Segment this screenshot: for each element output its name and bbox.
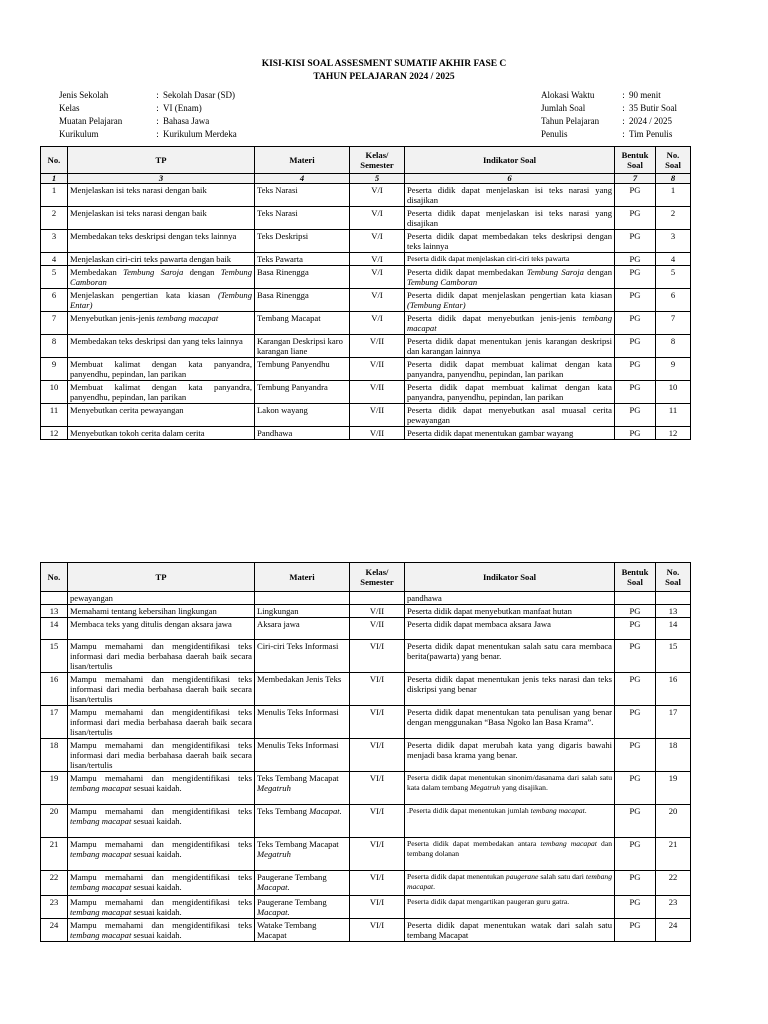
info-value: Kurikulum Merdeka	[163, 129, 237, 139]
col-no: No.	[41, 563, 68, 592]
cell-kelas: VI/I	[350, 640, 405, 673]
info-colon: :	[156, 116, 159, 126]
cell-no: 8	[41, 335, 68, 358]
cell-nosoal: 23	[656, 896, 691, 919]
cell-nosoal: 20	[656, 805, 691, 838]
cell-no: 5	[41, 266, 68, 289]
cell-bentuk: PG	[615, 618, 656, 640]
kisi-table-2	[40, 562, 691, 942]
cell-materi: Watake Tembang Macapat	[255, 919, 350, 942]
cell-no: 3	[41, 230, 68, 253]
cell-indikator: Peserta didik dapat membedakan teks deskripsi dengan teks lainnya	[405, 230, 615, 253]
cell-materi: Basa Rinengga	[255, 266, 350, 289]
cell-bentuk: PG	[615, 184, 656, 207]
table-row	[41, 207, 691, 230]
info-value: Tim Penulis	[629, 129, 673, 139]
cell-indikator: Peserta didik dapat menjelaskan pengertian kata kiasan (Tembung Entar)	[405, 289, 615, 312]
cell-materi: Tembung Panyandra	[255, 381, 350, 404]
info-value: Bahasa Jawa	[163, 116, 210, 126]
cell-tp: Menjelaskan ciri-ciri teks pawarta dengan baik	[68, 253, 255, 266]
info-label: Muatan Pelajaran	[59, 116, 123, 126]
cell-nosoal: 4	[656, 253, 691, 266]
cell-bentuk: PG	[615, 427, 656, 440]
col-indikator: Indikator Soal	[405, 147, 615, 174]
table-row	[41, 896, 691, 919]
col-tp: TP	[68, 563, 255, 592]
cell-no: 21	[41, 838, 68, 871]
cell-kelas: VI/I	[350, 896, 405, 919]
col-materi: Materi	[255, 563, 350, 592]
cell-materi: Tembang Macapat	[255, 312, 350, 335]
table-row	[41, 381, 691, 404]
cell-tp: Menyebutkan cerita pewayangan	[68, 404, 255, 427]
cell-no: 12	[41, 427, 68, 440]
cell-materi: Teks Deskripsi	[255, 230, 350, 253]
cell-indikator: Peserta didik dapat membaca aksara Jawa	[405, 618, 615, 640]
cell-materi: Teks Narasi	[255, 207, 350, 230]
cell-nosoal: 10	[656, 381, 691, 404]
cell-tp: Membedakan Tembung Saroja dengan Tembung Camboran	[68, 266, 255, 289]
col-materi: Materi	[255, 147, 350, 174]
table-row	[41, 640, 691, 673]
table-row	[41, 919, 691, 942]
table-row	[41, 184, 691, 207]
cell-bentuk: PG	[615, 706, 656, 739]
cell-nosoal: 5	[656, 266, 691, 289]
cell-materi: Teks Narasi	[255, 184, 350, 207]
cell-nosoal: 11	[656, 404, 691, 427]
info-label: Tahun Pelajaran	[541, 116, 600, 126]
col-num: 6	[405, 174, 615, 184]
cell-kelas: V/II	[350, 381, 405, 404]
cell-indikator: Peserta didik dapat membuat kalimat dengan kata panyandra, panyendhu, pepindan, lan parikan	[405, 358, 615, 381]
col-tp: TP	[68, 147, 255, 174]
cell-tp: Mampu memahami dan mengidentifikasi teks tembang macapat sesuai kaidah.	[68, 896, 255, 919]
cell-indikator: Peserta didik dapat menjelaskan isi teks narasi yang disajikan	[405, 207, 615, 230]
table-row	[41, 605, 691, 618]
cell-bentuk: PG	[615, 207, 656, 230]
info-label: Jumlah Soal	[541, 103, 586, 113]
document-title: KISI-KISI SOAL ASSESMENT SUMATIF AKHIR FASE C	[261, 59, 507, 69]
col-indikator: Indikator Soal	[405, 563, 615, 592]
info-row	[59, 89, 237, 102]
cell-bentuk: PG	[615, 289, 656, 312]
cell-materi: Paugerane Tembang Macapat.	[255, 871, 350, 896]
cell-bentuk: PG	[615, 605, 656, 618]
info-right	[541, 89, 677, 141]
cell-materi: Tembung Panyendhu	[255, 358, 350, 381]
cell-bentuk: PG	[615, 772, 656, 805]
cell-tp: Mampu memahami dan mengidentifikasi teks informasi dari media berbahasa daerah baik secara lisan/tertulis	[68, 739, 255, 772]
table-row	[41, 266, 691, 289]
cell-no: 14	[41, 618, 68, 640]
cell-kelas: V/II	[350, 427, 405, 440]
cell-indikator: Peserta didik dapat menjelaskan ciri-ciri teks pawarta	[405, 253, 615, 266]
cell-indikator: .Peserta didik dapat menentukan jumlah tembang macapat.	[405, 805, 615, 838]
cell-materi: Menulis Teks Informasi	[255, 706, 350, 739]
info-label: Kurikulum	[59, 129, 99, 139]
cell-nosoal: 19	[656, 772, 691, 805]
cell-no: 16	[41, 673, 68, 706]
cell-bentuk: PG	[615, 312, 656, 335]
cell-kelas: VI/I	[350, 772, 405, 805]
cell-indikator: Peserta didik dapat membuat kalimat dengan kata panyandra, panyendhu, pepindan, lan parikan	[405, 381, 615, 404]
info-colon: :	[156, 90, 159, 100]
cell-tp: Mampu memahami dan mengidentifikasi teks tembang macapat sesuai kaidah.	[68, 871, 255, 896]
col-num: 5	[350, 174, 405, 184]
table-row	[41, 739, 691, 772]
cell-tp: Membuat kalimat dengan kata panyandra, panyendhu, pepindan, lan parikan	[68, 358, 255, 381]
cell-materi: Karangan Deskripsi karo karangan liane	[255, 335, 350, 358]
cell-nosoal: 24	[656, 919, 691, 942]
cell-bentuk: PG	[615, 838, 656, 871]
cell-tp: Menyebutkan jenis-jenis tembang macapat	[68, 312, 255, 335]
cell-nosoal: 2	[656, 207, 691, 230]
cell-tp: Menjelaskan pengertian kata kiasan (Tembung Entar)	[68, 289, 255, 312]
col-nosoal: No. Soal	[656, 147, 691, 174]
cell-tp: Mampu memahami dan mengidentifikasi teks tembang macapat sesuai kaidah.	[68, 805, 255, 838]
cell-kelas: V/I	[350, 312, 405, 335]
cell-bentuk: PG	[615, 673, 656, 706]
cell-indikator: Peserta didik dapat menentukan jenis karangan deskripsi dan karangan lainnya	[405, 335, 615, 358]
cell-tp: Menjelaskan isi teks narasi dengan baik	[68, 184, 255, 207]
cell-materi: Teks Tembang Macapat Megatruh	[255, 772, 350, 805]
info-label: Kelas	[59, 103, 80, 113]
cell-indikator: pandhawa	[405, 592, 615, 605]
cell-no: 9	[41, 358, 68, 381]
cell-nosoal: 14	[656, 618, 691, 640]
cell-kelas: V/II	[350, 404, 405, 427]
column-number-row	[41, 174, 691, 184]
cell-indikator: Peserta didik dapat menyebutkan manfaat hutan	[405, 605, 615, 618]
cell-no: 15	[41, 640, 68, 673]
cell-materi: Lakon wayang	[255, 404, 350, 427]
document-subtitle: TAHUN PELAJARAN 2024 / 2025	[313, 72, 455, 82]
info-value: VI (Enam)	[163, 103, 202, 113]
cell-tp: Mampu memahami dan mengidentifikasi teks informasi dari media berbahasa daerah baik secara lisan/tertulis	[68, 640, 255, 673]
cell-no: 6	[41, 289, 68, 312]
cell-indikator: Peserta didik dapat menentukan tata penulisan yang benar dengan menggunakan “Basa Ngoko lan Basa Krama”.	[405, 706, 615, 739]
table-row	[41, 805, 691, 838]
cell-no: 4	[41, 253, 68, 266]
cell-tp: Membedakan teks deskripsi dan yang teks lainnya	[68, 335, 255, 358]
cell-indikator: Peserta didik dapat membedakan Tembung Saroja dengan Tembung Camboran	[405, 266, 615, 289]
col-num: 4	[255, 174, 350, 184]
table-row-continuation	[41, 592, 691, 605]
table-row	[41, 230, 691, 253]
cell-nosoal: 1	[656, 184, 691, 207]
cell-no: 18	[41, 739, 68, 772]
cell-no: 10	[41, 381, 68, 404]
cell-kelas: V/I	[350, 207, 405, 230]
cell-bentuk: PG	[615, 358, 656, 381]
cell-no: 24	[41, 919, 68, 942]
info-label: Alokasi Waktu	[541, 90, 595, 100]
cell-materi: Teks Tembang Macapat Megatruh	[255, 838, 350, 871]
col-bentuk: Bentuk Soal	[615, 147, 656, 174]
info-value: Sekolah Dasar (SD)	[163, 90, 235, 100]
cell-bentuk: PG	[615, 335, 656, 358]
cell-tp: Mampu memahami dan mengidentifikasi teks tembang macapat sesuai kaidah.	[68, 838, 255, 871]
info-colon: :	[156, 103, 159, 113]
cell-bentuk: PG	[615, 919, 656, 942]
cell-indikator: Peserta didik dapat menentukan paugerane salah satu dari tembang macapat.	[405, 871, 615, 896]
info-colon: :	[622, 116, 625, 126]
info-value: 35 Butir Soal	[629, 103, 678, 113]
info-colon: :	[622, 129, 625, 139]
kisi-table-1	[40, 146, 691, 440]
cell-no: 22	[41, 871, 68, 896]
cell-indikator: Peserta didik dapat merubah kata yang digaris bawahi menjadi basa krama yang benar.	[405, 739, 615, 772]
cell-indikator: Peserta didik dapat menjelaskan isi teks narasi yang disajikan	[405, 184, 615, 207]
cell-tp: Mampu memahami dan mengidentifikasi teks informasi dari media berbahasa daerah baik secara lisan/tertulis	[68, 706, 255, 739]
info-colon: :	[622, 103, 625, 113]
col-no: No.	[41, 147, 68, 174]
cell-kelas: V/I	[350, 230, 405, 253]
cell-kelas: V/II	[350, 605, 405, 618]
cell-materi: Lingkungan	[255, 605, 350, 618]
cell-materi: Teks Pawarta	[255, 253, 350, 266]
cell-kelas: VI/I	[350, 673, 405, 706]
cell-kelas: VI/I	[350, 919, 405, 942]
cell-materi: Ciri-ciri Teks Informasi	[255, 640, 350, 673]
cell-nosoal: 7	[656, 312, 691, 335]
info-row	[59, 102, 237, 115]
cell-indikator: Peserta didik dapat mengartikan paugeran guru gatra.	[405, 896, 615, 919]
cell-no: 19	[41, 772, 68, 805]
table-row	[41, 673, 691, 706]
cell-no: 11	[41, 404, 68, 427]
cell-nosoal: 16	[656, 673, 691, 706]
cell-bentuk: PG	[615, 896, 656, 919]
table-row	[41, 335, 691, 358]
cell-no: 17	[41, 706, 68, 739]
col-num: 3	[68, 174, 255, 184]
cell-bentuk: PG	[615, 640, 656, 673]
info-label: Jenis Sekolah	[59, 90, 109, 100]
cell-indikator: Peserta didik dapat menyebutkan asal muasal cerita pewayangan	[405, 404, 615, 427]
info-left	[59, 89, 237, 141]
cell-tp: Memahami tentang kebersihan lingkungan	[68, 605, 255, 618]
cell-nosoal: 17	[656, 706, 691, 739]
info-row	[59, 115, 237, 128]
cell-tp: pewayangan	[68, 592, 255, 605]
cell-nosoal: 18	[656, 739, 691, 772]
cell-indikator: Peserta didik dapat menyebutkan jenis-jenis tembang macapat	[405, 312, 615, 335]
cell-bentuk: PG	[615, 230, 656, 253]
cell-tp: Membaca teks yang ditulis dengan aksara jawa	[68, 618, 255, 640]
col-num: 1	[41, 174, 68, 184]
cell-bentuk: PG	[615, 871, 656, 896]
table-row	[41, 404, 691, 427]
table-row	[41, 871, 691, 896]
table-row	[41, 358, 691, 381]
cell-nosoal: 6	[656, 289, 691, 312]
cell-indikator: Peserta didik dapat menentukan jenis teks narasi dan teks diskripsi yang benar	[405, 673, 615, 706]
col-bentuk: Bentuk Soal	[615, 563, 656, 592]
info-colon: :	[622, 90, 625, 100]
cell-nosoal: 9	[656, 358, 691, 381]
table-row	[41, 253, 691, 266]
cell-kelas: VI/I	[350, 871, 405, 896]
cell-bentuk: PG	[615, 381, 656, 404]
cell-indikator: Peserta didik dapat menentukan gambar wayang	[405, 427, 615, 440]
cell-no: 2	[41, 207, 68, 230]
cell-kelas: V/I	[350, 266, 405, 289]
col-num: 7	[615, 174, 656, 184]
cell-materi: Basa Rinengga	[255, 289, 350, 312]
cell-kelas: VI/I	[350, 739, 405, 772]
cell-materi: Paugerane Tembang Macapat.	[255, 896, 350, 919]
cell-tp: Menjelaskan isi teks narasi dengan baik	[68, 207, 255, 230]
col-num: 8	[656, 174, 691, 184]
cell-nosoal: 22	[656, 871, 691, 896]
cell-no: 20	[41, 805, 68, 838]
cell-materi: Teks Tembang Macapat.	[255, 805, 350, 838]
cell-kelas: V/I	[350, 184, 405, 207]
cell-nosoal: 3	[656, 230, 691, 253]
cell-nosoal: 12	[656, 427, 691, 440]
cell-materi: Aksara jawa	[255, 618, 350, 640]
table-row	[41, 618, 691, 640]
info-colon: :	[156, 129, 159, 139]
cell-tp: Mampu memahami dan mengidentifikasi teks tembang macapat sesuai kaidah.	[68, 772, 255, 805]
cell-no: 7	[41, 312, 68, 335]
col-kelas: Kelas/ Semester	[350, 563, 405, 592]
table-row	[41, 312, 691, 335]
cell-bentuk: PG	[615, 253, 656, 266]
cell-bentuk: PG	[615, 266, 656, 289]
cell-tp: Menyebutkan tokoh cerita dalam cerita	[68, 427, 255, 440]
cell-no: 23	[41, 896, 68, 919]
cell-tp: Mampu memahami dan mengidentifikasi teks tembang macapat sesuai kaidah.	[68, 919, 255, 942]
info-value: 2024 / 2025	[629, 116, 673, 126]
info-row	[59, 128, 237, 141]
cell-kelas: VI/I	[350, 706, 405, 739]
col-kelas: Kelas/ Semester	[350, 147, 405, 174]
cell-kelas: V/I	[350, 289, 405, 312]
cell-bentuk: PG	[615, 739, 656, 772]
info-row	[541, 128, 677, 141]
cell-kelas: V/II	[350, 358, 405, 381]
cell-materi: Pandhawa	[255, 427, 350, 440]
cell-nosoal: 13	[656, 605, 691, 618]
cell-kelas: VI/I	[350, 838, 405, 871]
cell-indikator: Peserta didik dapat menentukan sinonim/dasanama dari salah satu kata dalam tembang Megatruh yang disajikan.	[405, 772, 615, 805]
cell-kelas: VI/I	[350, 805, 405, 838]
cell-materi: Membedakan Jenis Teks	[255, 673, 350, 706]
cell-nosoal: 8	[656, 335, 691, 358]
cell-kelas: V/II	[350, 335, 405, 358]
cell-nosoal: 15	[656, 640, 691, 673]
cell-bentuk: PG	[615, 805, 656, 838]
cell-bentuk: PG	[615, 404, 656, 427]
info-row	[541, 115, 677, 128]
info-row	[541, 89, 677, 102]
cell-indikator: Peserta didik dapat menentukan salah satu cara membaca berita(pawarta) yang benar.	[405, 640, 615, 673]
cell-materi: Menulis Teks Informasi	[255, 739, 350, 772]
cell-tp: Mampu memahami dan mengidentifikasi teks informasi dari media berbahasa daerah baik secara lisan/tertulis	[68, 673, 255, 706]
info-label: Penulis	[541, 129, 568, 139]
table-row	[41, 706, 691, 739]
cell-kelas: V/II	[350, 618, 405, 640]
cell-indikator: Peserta didik dapat membedakan antara tembang macapat dan tembang dolanan	[405, 838, 615, 871]
cell-nosoal: 21	[656, 838, 691, 871]
cell-indikator: Peserta didik dapat menentukan watak dari salah satu tembang Macapat	[405, 919, 615, 942]
cell-no: 1	[41, 184, 68, 207]
cell-tp: Membuat kalimat dengan kata panyandra, panyendhu, pepindan, lan parikan	[68, 381, 255, 404]
info-value: 90 menit	[629, 90, 661, 100]
table-row	[41, 772, 691, 805]
table-row	[41, 289, 691, 312]
col-nosoal: No. Soal	[656, 563, 691, 592]
cell-kelas: V/I	[350, 253, 405, 266]
cell-tp: Membedakan teks deskripsi dengan teks lainnya	[68, 230, 255, 253]
table-row	[41, 838, 691, 871]
cell-no: 13	[41, 605, 68, 618]
info-row	[541, 102, 677, 115]
table-row	[41, 427, 691, 440]
